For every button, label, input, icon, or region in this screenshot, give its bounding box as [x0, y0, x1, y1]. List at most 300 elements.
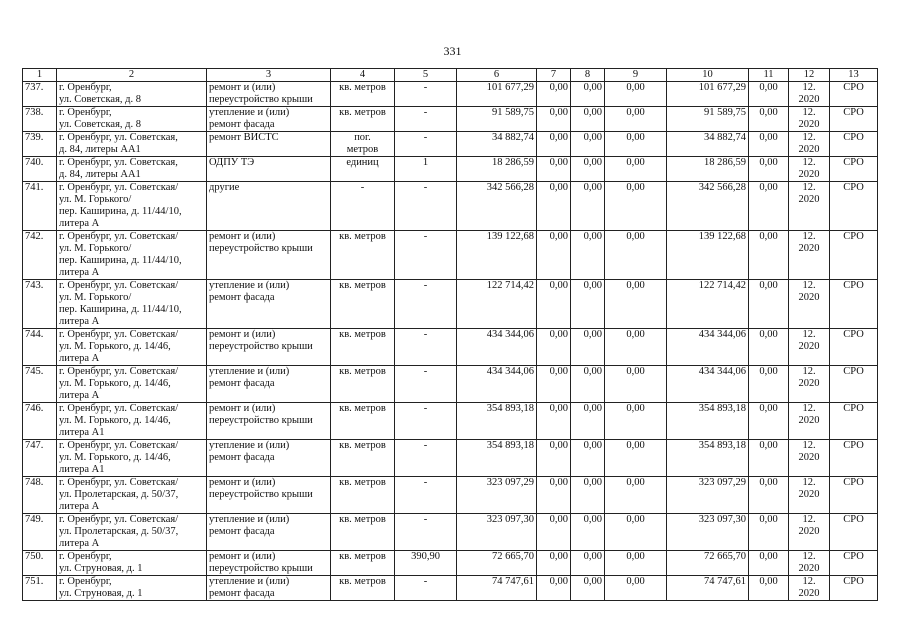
unit-cell-line: пог. — [354, 132, 371, 143]
address-cell — [57, 157, 207, 182]
column-header-10: 10 — [667, 69, 749, 82]
unit-cell-line: единиц — [346, 157, 379, 168]
period-cell-line: 2020 — [798, 341, 820, 352]
method-cell: СРО — [830, 403, 878, 440]
column-header-3: 3 — [207, 69, 331, 82]
fund-cell-7: 0,00 — [537, 514, 571, 551]
fund-cell-11: 0,00 — [749, 576, 789, 601]
period-cell — [789, 551, 830, 576]
address-cell-line: г. Оренбург, ул. Советская, — [59, 157, 178, 168]
cost-total-cell: 18 286,59 — [457, 157, 537, 182]
period-cell — [789, 182, 830, 231]
work-type-cell-line: ремонт и (или) — [209, 403, 276, 414]
fund-cell-9: 0,00 — [605, 576, 667, 601]
cost-total-cell: 342 566,28 — [457, 182, 537, 231]
fund-cell-8: 0,00 — [571, 157, 605, 182]
address-cell-line: литера А — [59, 538, 100, 549]
work-type-cell-line: ремонт и (или) — [209, 231, 276, 242]
address-cell — [57, 551, 207, 576]
address-cell-line: ул. Пролетарская, д. 50/37, — [59, 489, 179, 500]
work-type-cell-line: ремонт и (или) — [209, 329, 276, 340]
method-cell: СРО — [830, 551, 878, 576]
quantity-cell: - — [395, 403, 457, 440]
period-cell — [789, 440, 830, 477]
fund-cell-8: 0,00 — [571, 182, 605, 231]
work-type-cell-line: ремонт фасада — [209, 378, 275, 389]
work-type-cell-line: переустройство крыши — [209, 489, 313, 500]
fund-cell-9: 0,00 — [605, 514, 667, 551]
quantity-cell: - — [395, 514, 457, 551]
work-type-cell — [207, 157, 331, 182]
period-cell-line: 2020 — [798, 588, 820, 599]
cost-fund-cell: 323 097,29 — [667, 477, 749, 514]
fund-cell-7: 0,00 — [537, 182, 571, 231]
cost-fund-cell: 323 097,30 — [667, 514, 749, 551]
address-cell-line: г. Оренбург, ул. Советская/ — [59, 182, 179, 193]
period-cell-line: 12. — [802, 157, 816, 168]
work-type-cell-line: переустройство крыши — [209, 243, 313, 254]
address-cell-line: пер. Каширина, д. 11/44/10, — [59, 206, 182, 217]
unit-cell — [331, 440, 395, 477]
address-cell-line: г. Оренбург, ул. Советская/ — [59, 280, 179, 291]
fund-cell-9: 0,00 — [605, 231, 667, 280]
cost-fund-cell: 354 893,18 — [667, 440, 749, 477]
fund-cell-9: 0,00 — [605, 551, 667, 576]
fund-cell-11: 0,00 — [749, 182, 789, 231]
address-cell-line: г. Оренбург, ул. Советская, — [59, 132, 178, 143]
period-cell — [789, 514, 830, 551]
column-header-11: 11 — [749, 69, 789, 82]
row-number: 741. — [23, 182, 57, 231]
table-header — [23, 69, 878, 82]
table-row — [23, 576, 878, 601]
address-cell — [57, 231, 207, 280]
work-type-cell-line: ремонт и (или) — [209, 551, 276, 562]
quantity-cell: 1 — [395, 157, 457, 182]
table-row — [23, 366, 878, 403]
address-cell-line: д. 84, литеры АА1 — [59, 144, 141, 155]
address-cell-line: литера А — [59, 353, 100, 364]
period-cell-line: 2020 — [798, 489, 820, 500]
fund-cell-8: 0,00 — [571, 107, 605, 132]
fund-cell-9: 0,00 — [605, 107, 667, 132]
header-row — [23, 69, 878, 82]
column-header-9: 9 — [605, 69, 667, 82]
fund-cell-8: 0,00 — [571, 576, 605, 601]
address-cell-line: ул. Пролетарская, д. 50/37, — [59, 526, 179, 537]
cost-fund-cell: 91 589,75 — [667, 107, 749, 132]
unit-cell-line: кв. метров — [339, 514, 386, 525]
unit-cell — [331, 366, 395, 403]
table-row — [23, 107, 878, 132]
unit-cell — [331, 477, 395, 514]
quantity-cell: - — [395, 107, 457, 132]
fund-cell-8: 0,00 — [571, 403, 605, 440]
fund-cell-9: 0,00 — [605, 280, 667, 329]
work-type-cell-line: утепление и (или) — [209, 366, 290, 377]
row-number: 751. — [23, 576, 57, 601]
fund-cell-7: 0,00 — [537, 280, 571, 329]
address-cell — [57, 366, 207, 403]
period-cell-line: 2020 — [798, 169, 820, 180]
address-cell — [57, 440, 207, 477]
column-header-8: 8 — [571, 69, 605, 82]
address-cell-line: литера А — [59, 316, 100, 327]
work-type-cell-line: утепление и (или) — [209, 576, 290, 587]
work-type-cell — [207, 280, 331, 329]
fund-cell-8: 0,00 — [571, 329, 605, 366]
method-cell: СРО — [830, 514, 878, 551]
column-header-5: 5 — [395, 69, 457, 82]
period-cell-line: 2020 — [798, 378, 820, 389]
fund-cell-9: 0,00 — [605, 440, 667, 477]
fund-cell-7: 0,00 — [537, 551, 571, 576]
period-cell — [789, 329, 830, 366]
column-header-1: 1 — [23, 69, 57, 82]
page-number: 331 — [443, 44, 462, 58]
address-cell-line: г. Оренбург, ул. Советская/ — [59, 514, 179, 525]
period-cell-line: 2020 — [798, 452, 820, 463]
work-type-cell-line: ремонт фасада — [209, 588, 275, 599]
address-cell-line: д. 84, литеры АА1 — [59, 169, 141, 180]
period-cell — [789, 82, 830, 107]
period-cell-line: 12. — [802, 329, 816, 340]
fund-cell-9: 0,00 — [605, 82, 667, 107]
cost-fund-cell: 434 344,06 — [667, 329, 749, 366]
address-cell-line: пер. Каширина, д. 11/44/10, — [59, 255, 182, 266]
period-cell-line: 12. — [802, 514, 816, 525]
fund-cell-7: 0,00 — [537, 132, 571, 157]
cost-total-cell: 139 122,68 — [457, 231, 537, 280]
fund-cell-7: 0,00 — [537, 107, 571, 132]
table-row — [23, 403, 878, 440]
cost-total-cell: 34 882,74 — [457, 132, 537, 157]
work-type-cell — [207, 403, 331, 440]
fund-cell-7: 0,00 — [537, 576, 571, 601]
address-cell — [57, 576, 207, 601]
quantity-cell: 390,90 — [395, 551, 457, 576]
method-cell: СРО — [830, 132, 878, 157]
address-cell-line: ул. М. Горького/ — [59, 292, 132, 303]
method-cell: СРО — [830, 477, 878, 514]
work-type-cell-line: ремонт и (или) — [209, 477, 276, 488]
period-cell-line: 12. — [802, 403, 816, 414]
quantity-cell: - — [395, 132, 457, 157]
address-cell-line: ул. М. Горького/ — [59, 243, 132, 254]
row-number: 749. — [23, 514, 57, 551]
method-cell: СРО — [830, 182, 878, 231]
fund-cell-7: 0,00 — [537, 231, 571, 280]
work-type-cell — [207, 329, 331, 366]
period-cell — [789, 157, 830, 182]
period-cell-line: 2020 — [798, 563, 820, 574]
fund-cell-11: 0,00 — [749, 477, 789, 514]
fund-cell-11: 0,00 — [749, 132, 789, 157]
address-cell-line: ул. М. Горького, д. 14/46, — [59, 378, 171, 389]
method-cell: СРО — [830, 107, 878, 132]
fund-cell-7: 0,00 — [537, 82, 571, 107]
address-cell — [57, 107, 207, 132]
work-type-cell-line: ремонт фасада — [209, 292, 275, 303]
unit-cell-line: кв. метров — [339, 403, 386, 414]
fund-cell-11: 0,00 — [749, 551, 789, 576]
period-cell — [789, 132, 830, 157]
row-number: 747. — [23, 440, 57, 477]
work-type-cell — [207, 514, 331, 551]
address-cell-line: ул. М. Горького/ — [59, 194, 132, 205]
cost-fund-cell: 34 882,74 — [667, 132, 749, 157]
unit-cell-line: кв. метров — [339, 280, 386, 291]
work-type-cell — [207, 440, 331, 477]
fund-cell-11: 0,00 — [749, 82, 789, 107]
unit-cell-line: кв. метров — [339, 231, 386, 242]
fund-cell-8: 0,00 — [571, 440, 605, 477]
column-header-7: 7 — [537, 69, 571, 82]
quantity-cell: - — [395, 182, 457, 231]
address-cell-line: г. Оренбург, ул. Советская/ — [59, 231, 179, 242]
method-cell: СРО — [830, 280, 878, 329]
table-body — [23, 82, 878, 601]
work-type-cell — [207, 82, 331, 107]
method-cell: СРО — [830, 82, 878, 107]
cost-total-cell: 72 665,70 — [457, 551, 537, 576]
address-cell-line: ул. М. Горького, д. 14/46, — [59, 415, 171, 426]
quantity-cell: - — [395, 366, 457, 403]
address-cell-line: ул. Струновая, д. 1 — [59, 588, 143, 599]
unit-cell — [331, 329, 395, 366]
cost-total-cell: 91 589,75 — [457, 107, 537, 132]
fund-cell-9: 0,00 — [605, 477, 667, 514]
unit-cell-line: кв. метров — [339, 477, 386, 488]
address-cell-line: ул. Струновая, д. 1 — [59, 563, 143, 574]
cost-total-cell: 74 747,61 — [457, 576, 537, 601]
period-cell-line: 12. — [802, 231, 816, 242]
work-type-cell-line: утепление и (или) — [209, 280, 290, 291]
work-type-cell-line: утепление и (или) — [209, 514, 290, 525]
method-cell: СРО — [830, 576, 878, 601]
address-cell-line: г. Оренбург, — [59, 82, 112, 93]
quantity-cell: - — [395, 477, 457, 514]
address-cell-line: г. Оренбург, — [59, 551, 112, 562]
work-type-cell — [207, 107, 331, 132]
period-cell-line: 2020 — [798, 526, 820, 537]
period-cell — [789, 280, 830, 329]
period-cell-line: 12. — [802, 280, 816, 291]
table-row — [23, 551, 878, 576]
fund-cell-9: 0,00 — [605, 403, 667, 440]
address-cell-line: литера А1 — [59, 427, 105, 438]
period-cell-line: 12. — [802, 477, 816, 488]
row-number: 738. — [23, 107, 57, 132]
cost-fund-cell: 122 714,42 — [667, 280, 749, 329]
row-number: 745. — [23, 366, 57, 403]
row-number: 744. — [23, 329, 57, 366]
fund-cell-8: 0,00 — [571, 231, 605, 280]
period-cell-line: 12. — [802, 132, 816, 143]
table-row — [23, 132, 878, 157]
work-type-cell-line: ремонт фасада — [209, 119, 275, 130]
address-cell-line: г. Оренбург, — [59, 107, 112, 118]
fund-cell-9: 0,00 — [605, 132, 667, 157]
unit-cell — [331, 82, 395, 107]
column-header-12: 12 — [789, 69, 830, 82]
row-number: 746. — [23, 403, 57, 440]
work-type-cell-line: переустройство крыши — [209, 563, 313, 574]
quantity-cell: - — [395, 440, 457, 477]
address-cell-line: ул. М. Горького, д. 14/46, — [59, 341, 171, 352]
unit-cell-line: кв. метров — [339, 440, 386, 451]
address-cell-line: г. Оренбург, ул. Советская/ — [59, 403, 179, 414]
work-type-cell-line: ремонт фасада — [209, 526, 275, 537]
unit-cell — [331, 157, 395, 182]
row-number: 739. — [23, 132, 57, 157]
period-cell-line: 12. — [802, 551, 816, 562]
row-number: 750. — [23, 551, 57, 576]
cost-fund-cell: 354 893,18 — [667, 403, 749, 440]
address-cell-line: ул. Советская, д. 8 — [59, 119, 141, 130]
column-header-6: 6 — [457, 69, 537, 82]
work-type-cell — [207, 132, 331, 157]
period-cell — [789, 403, 830, 440]
address-cell-line: литера А — [59, 390, 100, 401]
period-cell-line: 2020 — [798, 144, 820, 155]
work-type-cell — [207, 366, 331, 403]
cost-fund-cell: 342 566,28 — [667, 182, 749, 231]
period-cell-line: 2020 — [798, 415, 820, 426]
period-cell-line: 2020 — [798, 119, 820, 130]
table-row — [23, 157, 878, 182]
work-type-cell-line: утепление и (или) — [209, 440, 290, 451]
address-cell-line: г. Оренбург, ул. Советская/ — [59, 329, 179, 340]
work-type-cell-line: переустройство крыши — [209, 94, 313, 105]
period-cell-line: 12. — [802, 576, 816, 587]
table-row — [23, 280, 878, 329]
cost-total-cell: 354 893,18 — [457, 403, 537, 440]
cost-total-cell: 434 344,06 — [457, 366, 537, 403]
unit-cell — [331, 107, 395, 132]
work-type-cell-line: переустройство крыши — [209, 341, 313, 352]
fund-cell-8: 0,00 — [571, 280, 605, 329]
unit-cell-line: кв. метров — [339, 107, 386, 118]
period-cell-line: 2020 — [798, 94, 820, 105]
table-row — [23, 329, 878, 366]
unit-cell-line: кв. метров — [339, 551, 386, 562]
period-cell — [789, 107, 830, 132]
quantity-cell: - — [395, 82, 457, 107]
row-number: 748. — [23, 477, 57, 514]
cost-total-cell: 122 714,42 — [457, 280, 537, 329]
period-cell-line: 12. — [802, 366, 816, 377]
period-cell-line: 2020 — [798, 243, 820, 254]
fund-cell-11: 0,00 — [749, 231, 789, 280]
fund-cell-8: 0,00 — [571, 82, 605, 107]
address-cell — [57, 477, 207, 514]
address-cell — [57, 280, 207, 329]
work-type-cell — [207, 551, 331, 576]
cost-fund-cell: 72 665,70 — [667, 551, 749, 576]
fund-cell-8: 0,00 — [571, 366, 605, 403]
table-row — [23, 440, 878, 477]
address-cell-line: г. Оренбург, — [59, 576, 112, 587]
fund-cell-8: 0,00 — [571, 477, 605, 514]
row-number: 740. — [23, 157, 57, 182]
fund-cell-7: 0,00 — [537, 366, 571, 403]
unit-cell — [331, 280, 395, 329]
fund-cell-11: 0,00 — [749, 157, 789, 182]
address-cell — [57, 132, 207, 157]
work-type-cell-line: ремонт и (или) — [209, 82, 276, 93]
unit-cell-line: кв. метров — [339, 329, 386, 340]
address-cell-line: ул. Советская, д. 8 — [59, 94, 141, 105]
fund-cell-9: 0,00 — [605, 182, 667, 231]
work-type-cell — [207, 576, 331, 601]
fund-cell-11: 0,00 — [749, 366, 789, 403]
fund-cell-7: 0,00 — [537, 403, 571, 440]
fund-cell-11: 0,00 — [749, 329, 789, 366]
method-cell: СРО — [830, 440, 878, 477]
work-type-cell-line: утепление и (или) — [209, 107, 290, 118]
fund-cell-7: 0,00 — [537, 329, 571, 366]
period-cell-line: 12. — [802, 440, 816, 451]
registry-table — [22, 68, 878, 601]
address-cell-line: литера А — [59, 501, 100, 512]
cost-total-cell: 323 097,29 — [457, 477, 537, 514]
period-cell-line: 12. — [802, 182, 816, 193]
period-cell-line: 12. — [802, 82, 816, 93]
period-cell-line: 12. — [802, 107, 816, 118]
unit-cell-line: метров — [346, 144, 379, 155]
method-cell: СРО — [830, 231, 878, 280]
address-cell-line: литера А1 — [59, 464, 105, 475]
cost-fund-cell: 18 286,59 — [667, 157, 749, 182]
fund-cell-8: 0,00 — [571, 551, 605, 576]
table-row — [23, 182, 878, 231]
quantity-cell: - — [395, 329, 457, 366]
unit-cell-line: кв. метров — [339, 576, 386, 587]
fund-cell-8: 0,00 — [571, 514, 605, 551]
work-type-cell-line: ремонт ВИСТС — [209, 132, 279, 143]
unit-cell — [331, 403, 395, 440]
table-row — [23, 477, 878, 514]
cost-total-cell: 323 097,30 — [457, 514, 537, 551]
unit-cell-line: кв. метров — [339, 82, 386, 93]
row-number: 743. — [23, 280, 57, 329]
fund-cell-11: 0,00 — [749, 514, 789, 551]
unit-cell — [331, 182, 395, 231]
fund-cell-11: 0,00 — [749, 107, 789, 132]
work-type-cell — [207, 477, 331, 514]
unit-cell — [331, 551, 395, 576]
unit-cell — [331, 576, 395, 601]
unit-cell-line: - — [360, 182, 365, 193]
address-cell — [57, 182, 207, 231]
cost-total-cell: 354 893,18 — [457, 440, 537, 477]
period-cell-line: 2020 — [798, 292, 820, 303]
period-cell-line: 2020 — [798, 194, 820, 205]
cost-total-cell: 101 677,29 — [457, 82, 537, 107]
cost-total-cell: 434 344,06 — [457, 329, 537, 366]
period-cell — [789, 576, 830, 601]
fund-cell-8: 0,00 — [571, 132, 605, 157]
address-cell-line: литера А — [59, 218, 100, 229]
table-row — [23, 82, 878, 107]
period-cell — [789, 231, 830, 280]
work-type-cell-line: ОДПУ ТЭ — [209, 157, 255, 168]
period-cell — [789, 366, 830, 403]
method-cell: СРО — [830, 329, 878, 366]
fund-cell-9: 0,00 — [605, 329, 667, 366]
address-cell — [57, 514, 207, 551]
